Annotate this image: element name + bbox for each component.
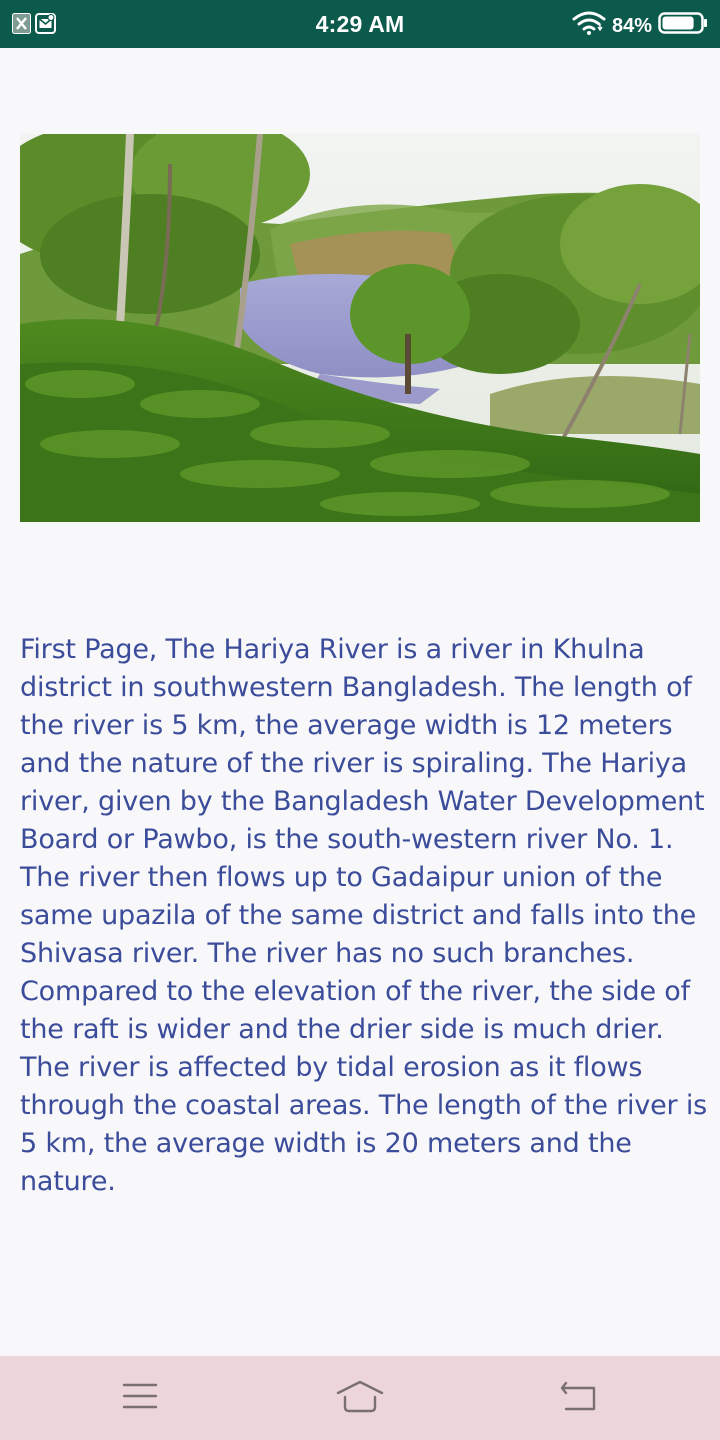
menu-button[interactable] <box>116 1378 164 1418</box>
river-landscape-image <box>20 134 700 522</box>
home-button[interactable] <box>336 1378 384 1418</box>
article-text: First Page, The Hariya River is a river in Khulna district in southwestern Bangladesh. The length of the river is 5 km, the average width is 12 meters and the nature of the river is spiraling. The Hariya river, given by the Bangladesh Water Development Board or Pawbo, is the south-western river No. 1. The river then flows up to Gadaipur union of the same upazila of the same district and falls into the Shivasa river. The river has no such branches. Compared to the elevation of the river, the side of the raft is wider and the drier side is much drier. The river is affected by tidal erosion as it flows through the coastal areas. The length of the river is 5 km, the average width is 20 meters and the nature. <box>20 634 707 1197</box>
back-button[interactable] <box>556 1378 604 1418</box>
status-time: 4:29 AM <box>315 11 405 37</box>
back-icon <box>560 1379 600 1418</box>
battery-icon <box>658 12 708 40</box>
navigation-bar <box>0 1356 720 1440</box>
menu-icon <box>122 1382 158 1415</box>
home-icon <box>336 1379 384 1418</box>
system-icons <box>572 11 708 41</box>
status-bar <box>0 0 720 48</box>
wifi-icon <box>572 11 606 41</box>
battery-percent: 84% <box>611 14 652 37</box>
